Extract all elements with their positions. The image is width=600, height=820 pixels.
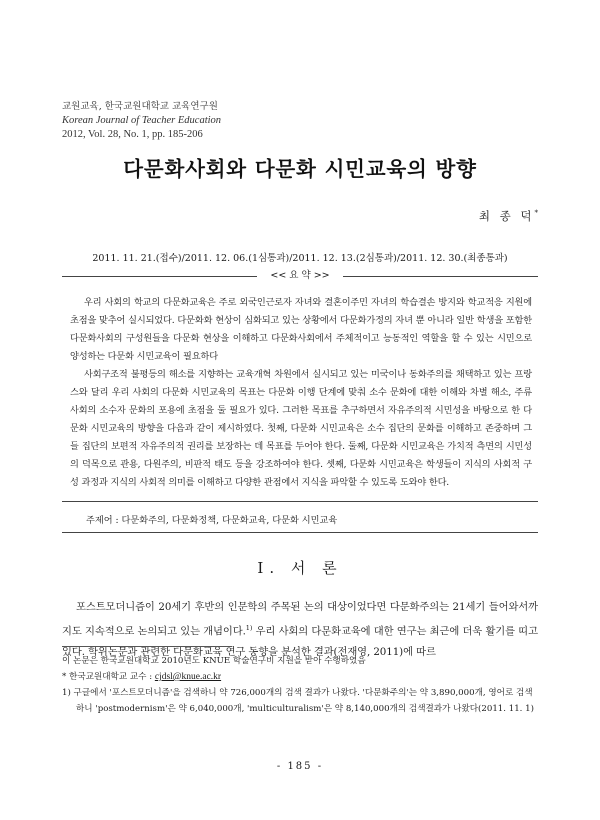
footnote-reference[interactable]: 1) — [245, 624, 253, 632]
abstract — [70, 294, 532, 492]
footnote-rule — [62, 646, 232, 647]
keywords-bottom-rule — [62, 532, 538, 533]
footnote-affiliation — [62, 669, 538, 685]
body-text-run: 우리 사회의 다문화교육에 대한 연구는 최근에 더욱 활기를 띠고 있다. 학위논문과 관련한 다문화교육 연구 동향을 분석한 결과(전재영, 2011)에 따르 — [62, 625, 538, 659]
author-line — [479, 208, 538, 224]
footnotes — [62, 653, 538, 717]
section-heading: Ⅰ. 서 론 — [257, 559, 343, 577]
abstract-heading-label: << 요 약 >> — [270, 270, 330, 281]
journal-header — [62, 100, 221, 142]
page-number: - 185 - — [276, 761, 324, 772]
paper-title: 다문화사회와 다문화 시민교육의 방향 — [123, 157, 477, 181]
abstract-heading-rule-right — [343, 276, 538, 277]
keywords-top-rule — [62, 501, 538, 502]
footnote-1: 1) 구글에서 '포스트모더니즘'을 검색하니 약 726,000개의 검색 결과가 나왔다. '다문화주의'는 약 3,890,000개, 영어로 검색하니 'postmodernism'은 약 6,040,000개, 'multiculturalism'은 약 8,140,000개의 검색결과가 나왔다(2011. 11. 1) — [62, 688, 534, 714]
author-email-link[interactable]: cjdsl@knue.ac.kr — [154, 672, 222, 682]
journal-name-english: Korean Journal of Teacher Education — [62, 115, 222, 126]
volume-info: 2012, Vol. 28, No. 1, pp. 185-206 — [62, 129, 203, 140]
review-dates: 2011. 11. 21.(접수)/2011. 12. 06.(1심통과)/2011. 12. 13.(2심통과)/2011. 12. 30.(최종통과) — [92, 253, 508, 264]
abstract-heading — [62, 269, 538, 283]
abstract-paragraph: 사회구조적 불평등의 해소를 지향하는 교육개혁 차원에서 실시되고 있는 미국이나 동화주의를 채택하고 있는 프랑스와 달리 우리 사회의 다문화 시민교육의 목표는 다문화 이행 단계에 맞춰 소수 문화에 대한 이해와 차별 해소, 주류 사회의 소수자 문화의 포용에 초점을 둘 필요가 있다. 그러한 목표를 추구하면서 자유주의적 시민성을 바탕으로 한 다문화 시민교육의 방향을 다음과 같이 제시하였다. 첫째, 다문화 시민교육은 소수 집단의 문화를 이해하고 존중하며 그들 집단의 보편적 자유주의적 권리를 보장하는 데 목표를 두어야 한다. 둘째, 다문화 시민교육은 가치적 측면의 시민성의 덕목으로 관용, 다원주의, 비판적 태도 등을 강조하여야 한다. 셋째, 다문화 시민교육은 학생들이 지식의 사회적 구성 과정과 지식의 사회적 의미를 이해하고 다양한 관점에서 지식을 파악할 수 있도록 도와야 한다. — [70, 369, 532, 488]
body-text-run: 포스트모더니즘이 20세기 후반의 인문학의 주목된 논의 대상이었다면 다문화주의는 21세기 들어와서까지도 지속적으로 논의되고 있는 개념이다. — [62, 601, 538, 638]
abstract-paragraph: 우리 사회의 학교의 다문화교육은 주로 외국인근로자 자녀와 결혼이주민 자녀의 학습결손 방지와 학교적응 지원에 초점을 맞추어 실시되었다. 다문화화 현상이 심화되고 있는 상황에서 다문화가정의 자녀 뿐 아니라 일반 학생을 포함한 다문화사회의 구성원들을 다문화 현상을 이해하고 다문화사회에서 주체적이고 능동적인 역할을 할 수 있는 시민으로 양성하는 다문화 시민교육이 필요하다 — [70, 297, 532, 362]
author-footnote-mark: * — [534, 209, 538, 218]
journal-name-korean: 교원교육, 한국교원대학교 교육연구원 — [62, 101, 218, 112]
footnote-funding: 이 논문은 한국교원대학교 2010년도 KNUE 학술연구비 지원을 받아 수행하였음 — [62, 656, 366, 666]
affiliation-text: * 한국교원대학교 교수 : — [62, 672, 155, 682]
author-name: 최 종 덕 — [478, 209, 535, 223]
keywords: 주제어 : 다문화주의, 다문화정책, 다문화교육, 다문화 시민교육 — [86, 515, 338, 526]
